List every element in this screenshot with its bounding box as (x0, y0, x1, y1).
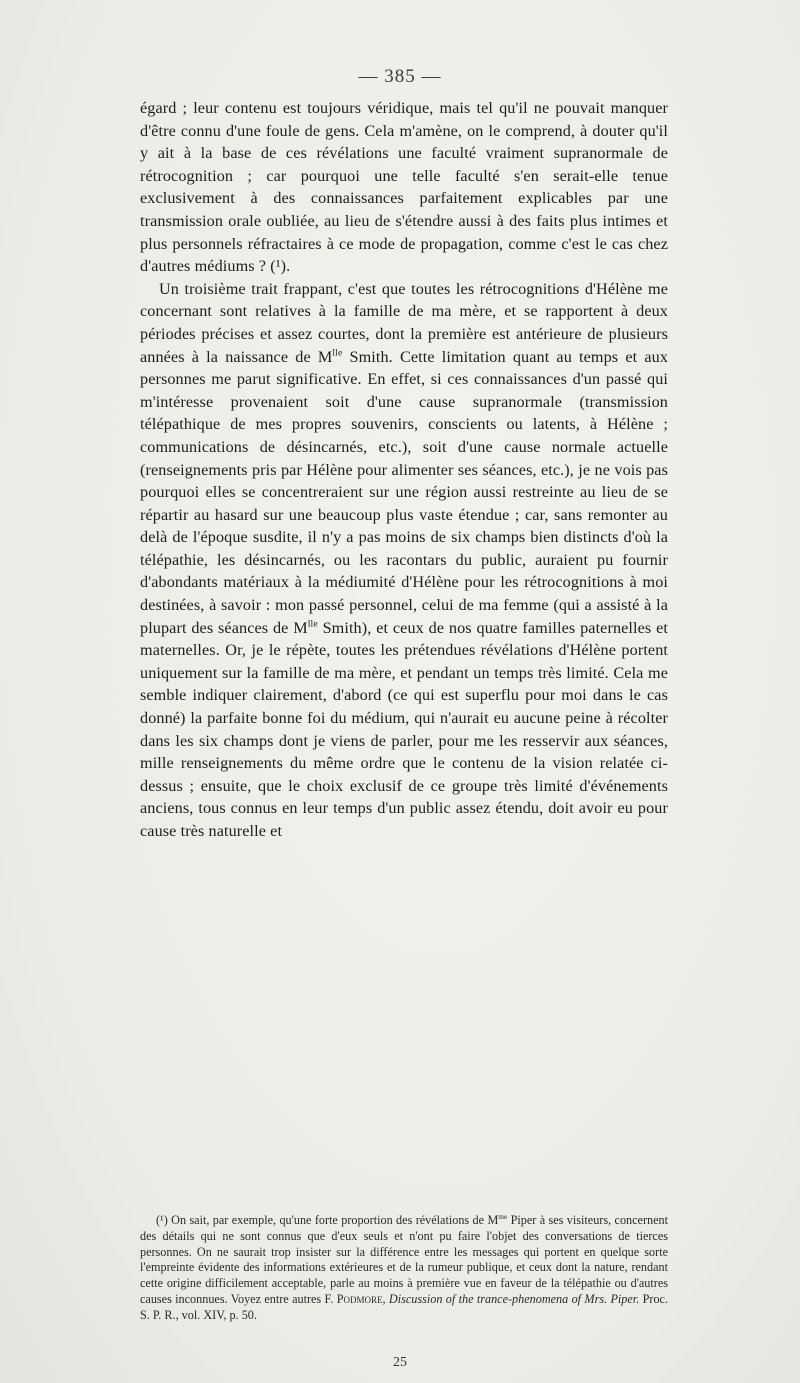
footnote-text-c: , (382, 1291, 389, 1306)
page-number: — 385 — (358, 66, 442, 87)
footnote-author: Podmore (336, 1291, 383, 1306)
paragraph-2-text-a: Un troisième trait frappant, c'est que toutes les rétrocognitions d'Hélène me concernant sont relatives à la famille de ma mère, et se rapportent à deux périodes précises et assez courtes, dont la première est antérieure de plusieurs années à la naissance de M (140, 279, 668, 366)
paragraph-1 (140, 97, 668, 278)
footnote-text-d: Proc. S. P. R., vol. XIV, p. 50. (140, 1291, 668, 1322)
superscript-mme: me (498, 1211, 508, 1221)
footnote-title: Discussion of the trance-phenomena of Mrs. Piper. (388, 1291, 640, 1306)
paragraph-2 (140, 278, 668, 843)
footnote-paragraph (140, 1213, 668, 1324)
footnote-text-a: (¹) On sait, par exemple, qu'une forte proportion des révélations de M (156, 1213, 499, 1227)
paragraph-1-text: égard ; leur contenu est toujours véridique, mais tel qu'il ne pouvait manquer d'être connu d'une foule de gens. Cela m'amène, on le comprend, à douter qu'il y ait à la base de ces révélations une faculté vraiment supranormale de rétrocognition ; car pourquoi une telle faculté s'en serait-elle tenue exclusivement à des connaissances parfaitement explicables par une transmission orale oubliée, au lieu de s'étendre aussi à des faits plus intimes et plus personnels réfractaires à ce mode de propagation, comme c'est le cas chez d'autres médiums ? (¹). (140, 99, 668, 276)
superscript-mlle-2: lle (307, 618, 318, 630)
superscript-mlle-1: lle (332, 347, 343, 359)
paragraph-2-text-b: Smith. Cette limitation quant au temps et aux personnes me parut significative. En effet, si ces connaissances d'un passé qui m'intéresse provenaient soit d'une cause supranormale (transmission télépathique de mes propres souvenirs, conscients ou latents, à Hélène ; communications de désincarnés, etc.), soit d'une cause normale actuelle (renseignements pris par Hélène pour alimenter ses séances, etc.), je ne vois pas pourquoi elles se concentreraient sur une région aussi restreinte au lieu de se répartir au hasard sur une beaucoup plus vaste étendue ; car, sans remonter au delà de l'époque susdite, il n'y a pas moins de six champs bien distincts d'où la télépathie, les désincarnés, ou les racontars du public, auraient pu fournir d'abondants matériaux à la médiumité d'Hélène pour les rétrocognitions à moi destinées, à savoir : mon passé personnel, celui de ma femme (qui a assisté à la plupart des séances de M (140, 347, 669, 637)
signature-mark: 25 (393, 1355, 407, 1370)
paragraph-2-text-c: Smith), et ceux de nos quatre familles paternelles et maternelles. Or, je le répète, toutes les prétendues révélations d'Hélène portent uniquement sur la famille de ma mère, et pendant un temps très limité. Cela me semble indiquer clairement, d'abord (ce qui est superflu pour moi dans le cas donné) la parfaite bonne foi du médium, qui n'aurait eu aucune peine à récolter dans les six champs dont je viens de parler, pour me les resservir aux séances, mille renseignements du même ordre que le contenu de la vision relatée ci-dessus ; ensuite, que le choix exclusif de ce groupe très limité d'événements anciens, tous connus en leur temps d'un public assez étendu, doit avoir eu pour cause très naturelle et (140, 618, 668, 840)
main-text (140, 97, 668, 843)
footnote-text-b: Piper à ses visiteurs, concernent des détails qui ne sont connus que d'eux seuls et n'ont pu faire l'objet des conversations de tierces personnes. On ne saurait trop insister sur la différence entre les messages qui portent en quelque sorte l'empreinte évidente des informations extérieures et de la rumeur publique, et ceux dont la nature, rendant cette origine difficilement acceptable, parle au moins à première vue en faveur de la télépathie ou d'autres causes inconnues. Voyez entre autres F. (140, 1213, 668, 1306)
footnote (140, 1213, 668, 1324)
